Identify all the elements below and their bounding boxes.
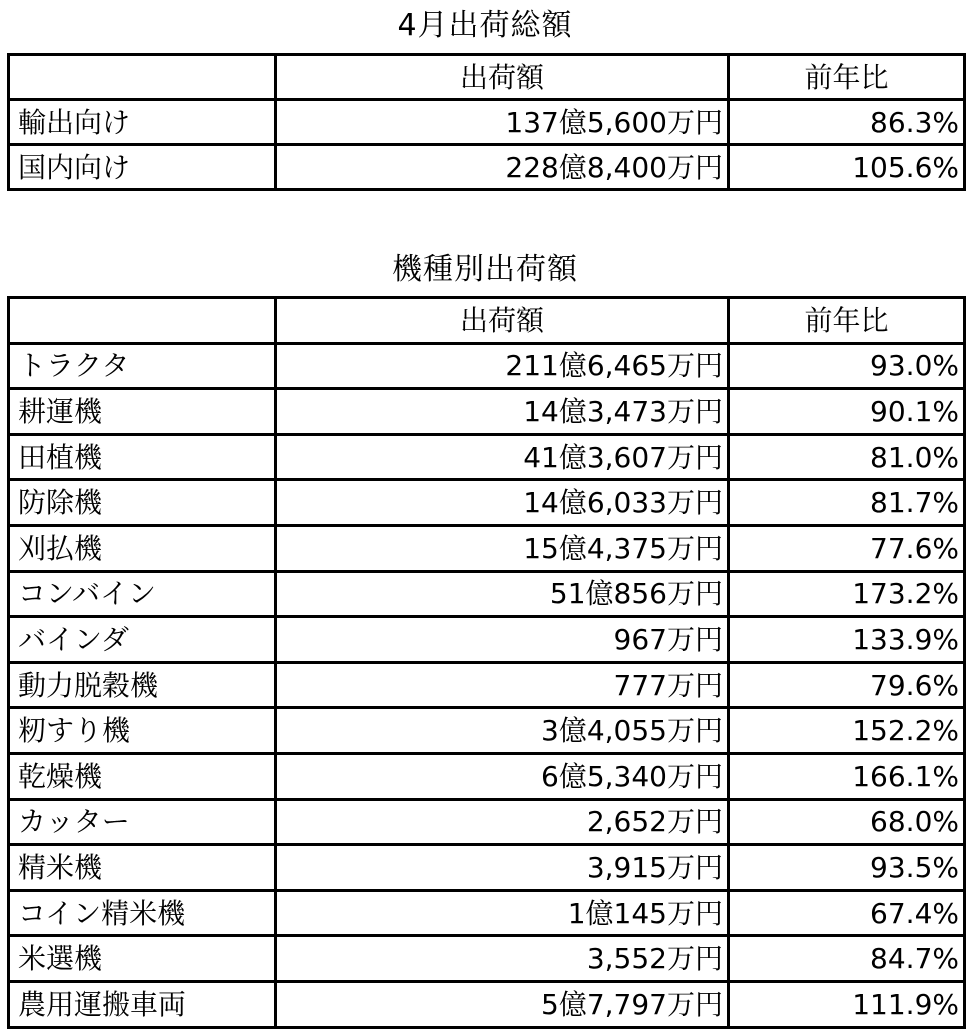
row-yoy: 152.2% bbox=[729, 708, 965, 754]
header-yoy: 前年比 bbox=[729, 298, 965, 344]
table-row bbox=[9, 890, 965, 936]
row-amount: 211億6,465万円 bbox=[276, 343, 729, 389]
table-row bbox=[9, 662, 965, 708]
row-amount: 14億6,033万円 bbox=[276, 480, 729, 526]
table-row bbox=[9, 480, 965, 526]
machine-rows bbox=[9, 343, 965, 1027]
table-row bbox=[9, 525, 965, 571]
row-label: 籾すり機 bbox=[9, 708, 276, 754]
row-label: 動力脱穀機 bbox=[9, 662, 276, 708]
header-label bbox=[9, 298, 276, 344]
row-amount: 137億5,600万円 bbox=[276, 100, 729, 145]
row-label: トラクタ bbox=[9, 343, 276, 389]
row-label: 輸出向け bbox=[9, 100, 276, 145]
row-yoy: 77.6% bbox=[729, 525, 965, 571]
row-yoy: 86.3% bbox=[729, 100, 965, 145]
header-label bbox=[9, 55, 276, 100]
table-row bbox=[9, 708, 965, 754]
row-yoy: 166.1% bbox=[729, 753, 965, 799]
machine-table bbox=[7, 296, 966, 1029]
row-label: コイン精米機 bbox=[9, 890, 276, 936]
row-label: バインダ bbox=[9, 617, 276, 663]
row-label: 刈払機 bbox=[9, 525, 276, 571]
row-amount: 41億3,607万円 bbox=[276, 434, 729, 480]
table-row bbox=[9, 434, 965, 480]
row-amount: 1億145万円 bbox=[276, 890, 729, 936]
row-amount: 3,915万円 bbox=[276, 845, 729, 891]
header-amount: 出荷額 bbox=[276, 55, 729, 100]
machine-header-row bbox=[9, 298, 965, 344]
summary-header-row bbox=[9, 55, 965, 100]
header-amount: 出荷額 bbox=[276, 298, 729, 344]
row-yoy: 93.5% bbox=[729, 845, 965, 891]
row-amount: 14億3,473万円 bbox=[276, 389, 729, 435]
row-label: 乾燥機 bbox=[9, 753, 276, 799]
row-label: 農用運搬車両 bbox=[9, 981, 276, 1027]
table-row bbox=[9, 981, 965, 1027]
row-yoy: 133.9% bbox=[729, 617, 965, 663]
table-row bbox=[9, 845, 965, 891]
row-yoy: 93.0% bbox=[729, 343, 965, 389]
row-yoy: 90.1% bbox=[729, 389, 965, 435]
row-yoy: 173.2% bbox=[729, 571, 965, 617]
row-label: 防除機 bbox=[9, 480, 276, 526]
table-row bbox=[9, 571, 965, 617]
row-yoy: 81.7% bbox=[729, 480, 965, 526]
row-label: 精米機 bbox=[9, 845, 276, 891]
table-row bbox=[9, 799, 965, 845]
table-row bbox=[9, 389, 965, 435]
row-label: 国内向け bbox=[9, 145, 276, 190]
row-amount: 51億856万円 bbox=[276, 571, 729, 617]
row-amount: 5億7,797万円 bbox=[276, 981, 729, 1027]
row-amount: 228億8,400万円 bbox=[276, 145, 729, 190]
table-row bbox=[9, 145, 965, 190]
row-amount: 2,652万円 bbox=[276, 799, 729, 845]
summary-title: 4月出荷総額 bbox=[397, 8, 573, 43]
row-amount: 967万円 bbox=[276, 617, 729, 663]
row-amount: 6億5,340万円 bbox=[276, 753, 729, 799]
row-amount: 3億4,055万円 bbox=[276, 708, 729, 754]
row-yoy: 79.6% bbox=[729, 662, 965, 708]
summary-table bbox=[7, 53, 966, 191]
row-label: カッター bbox=[9, 799, 276, 845]
table-row bbox=[9, 343, 965, 389]
row-amount: 777万円 bbox=[276, 662, 729, 708]
table-row bbox=[9, 753, 965, 799]
machine-title: 機種別出荷額 bbox=[392, 252, 578, 287]
row-label: コンバイン bbox=[9, 571, 276, 617]
row-yoy: 105.6% bbox=[729, 145, 965, 190]
table-row bbox=[9, 100, 965, 145]
table-row bbox=[9, 936, 965, 982]
row-yoy: 68.0% bbox=[729, 799, 965, 845]
summary-rows bbox=[9, 100, 965, 190]
row-yoy: 67.4% bbox=[729, 890, 965, 936]
row-label: 耕運機 bbox=[9, 389, 276, 435]
row-yoy: 81.0% bbox=[729, 434, 965, 480]
row-amount: 15億4,375万円 bbox=[276, 525, 729, 571]
row-label: 米選機 bbox=[9, 936, 276, 982]
header-yoy: 前年比 bbox=[729, 55, 965, 100]
row-yoy: 111.9% bbox=[729, 981, 965, 1027]
row-label: 田植機 bbox=[9, 434, 276, 480]
row-amount: 3,552万円 bbox=[276, 936, 729, 982]
row-yoy: 84.7% bbox=[729, 936, 965, 982]
table-row bbox=[9, 617, 965, 663]
